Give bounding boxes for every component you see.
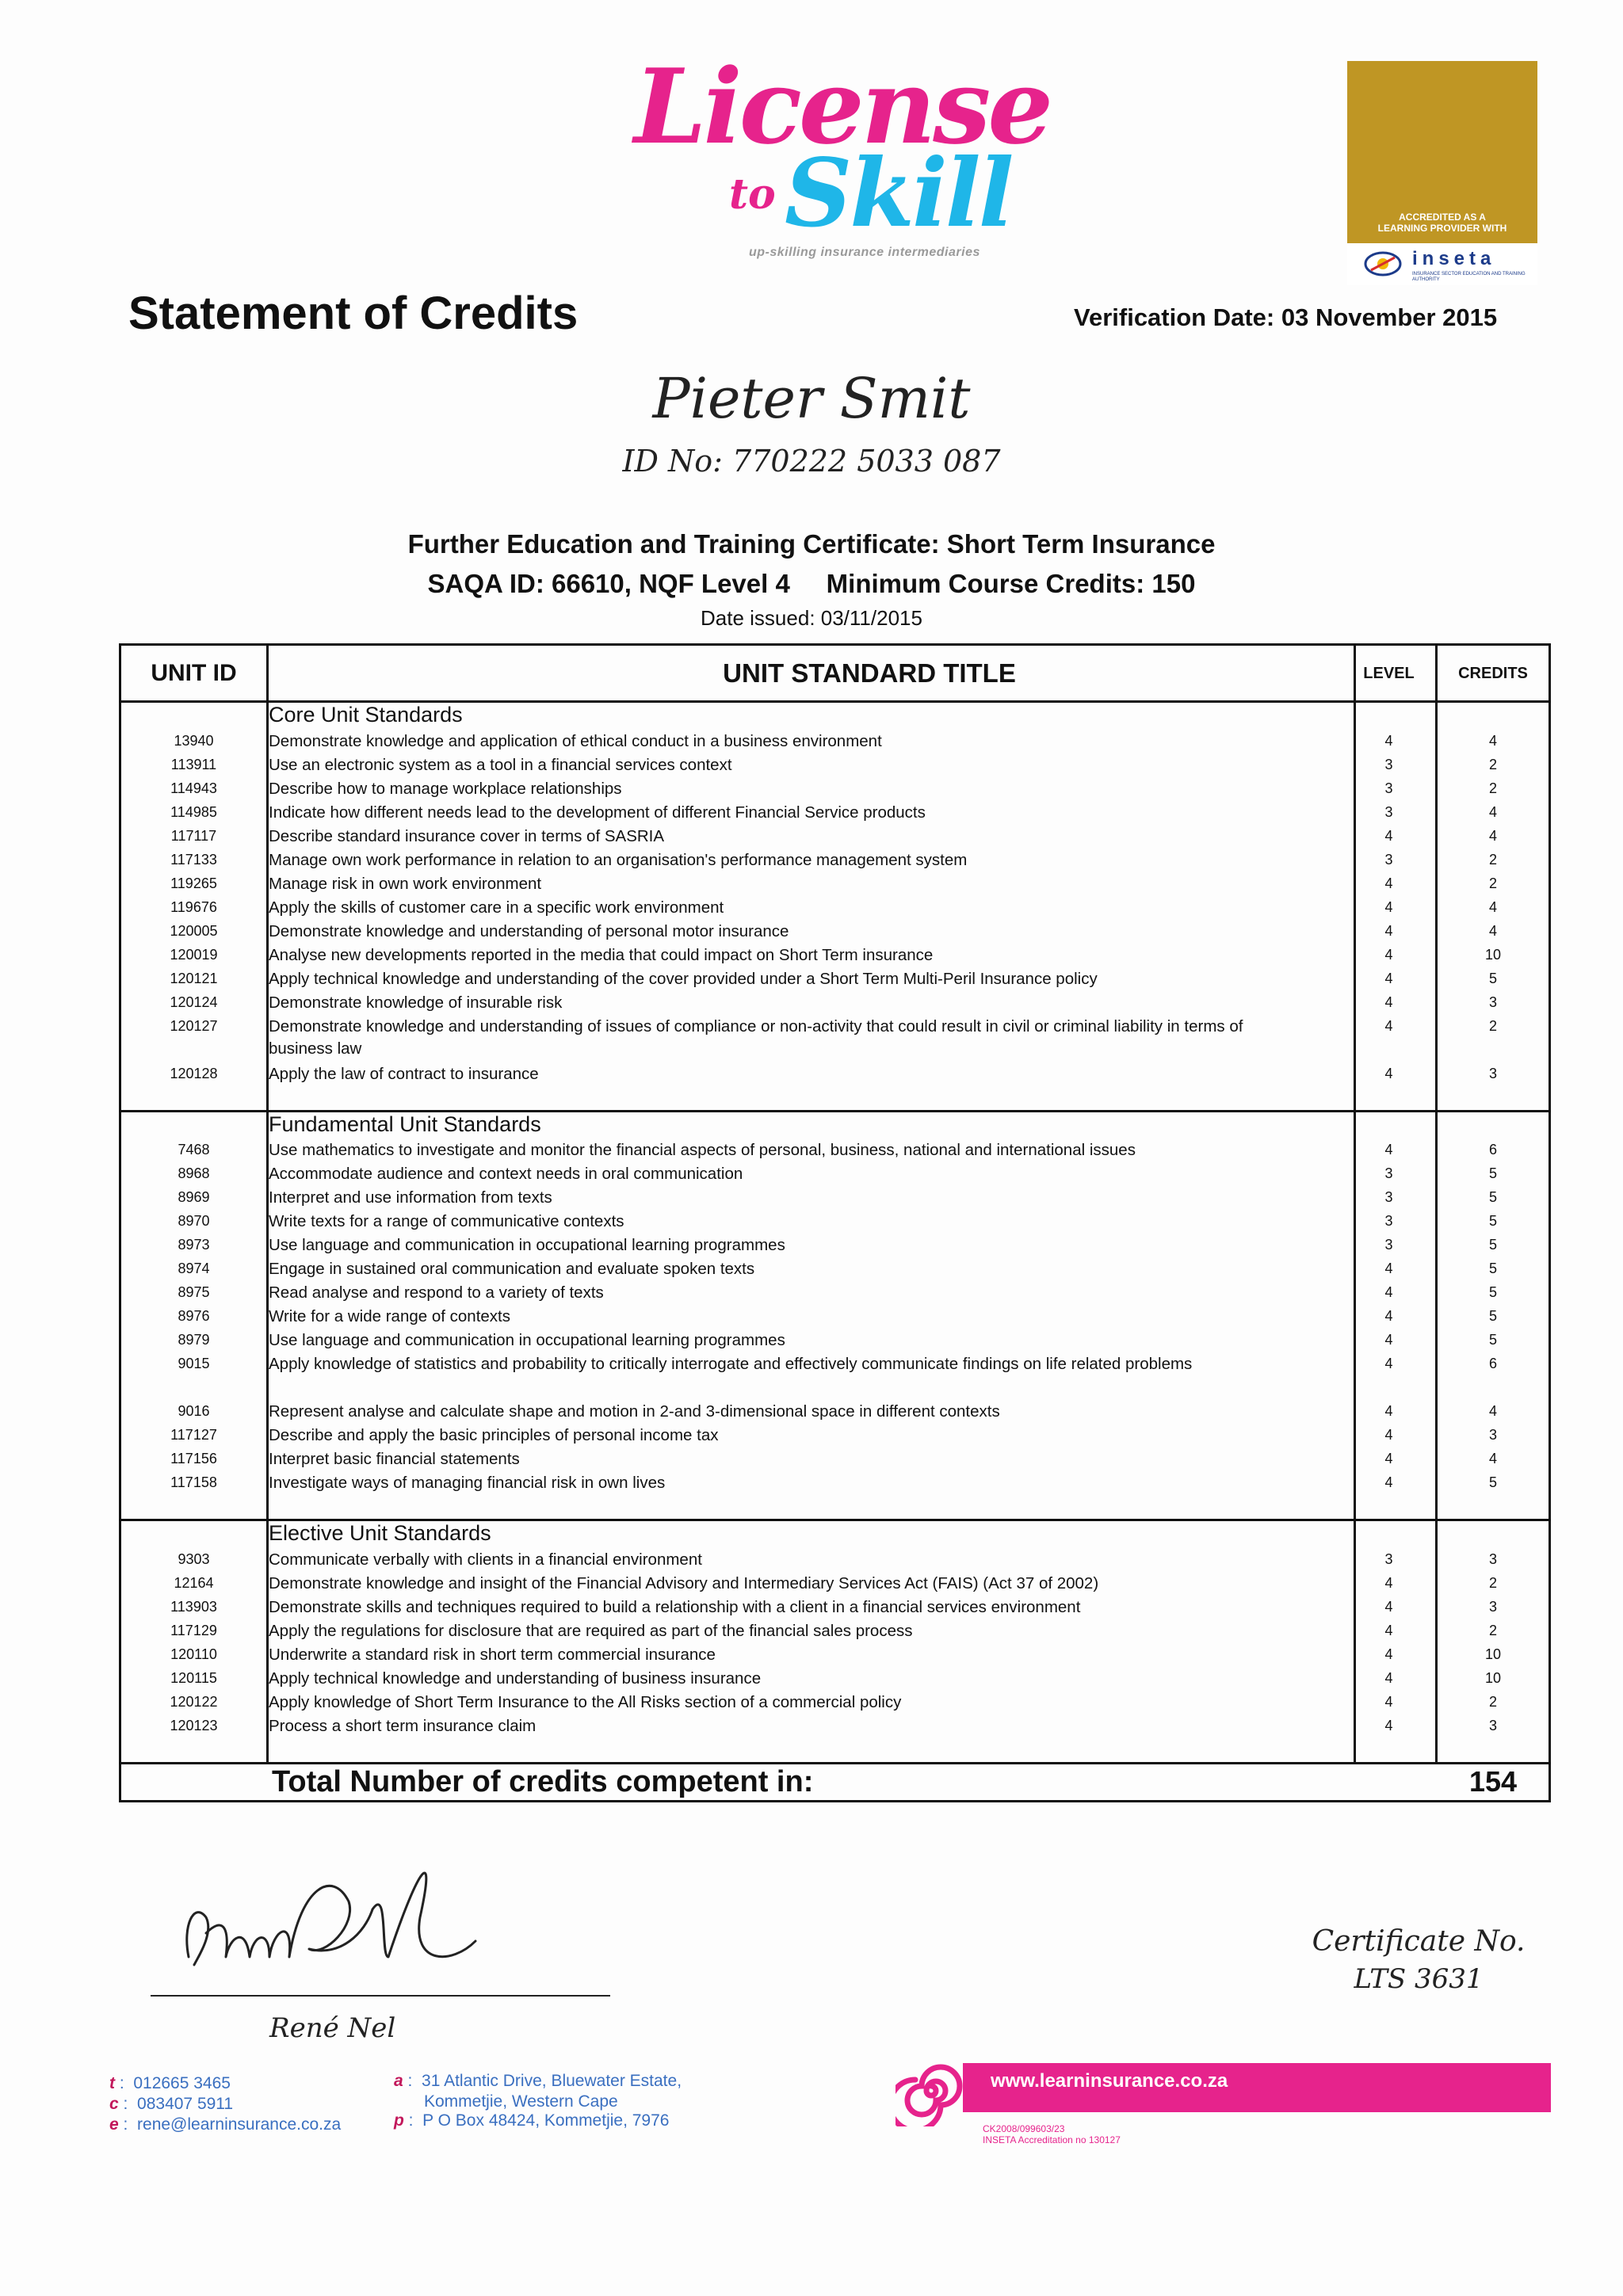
unit-title: Use an electronic system as a tool in a financial services context — [269, 756, 732, 774]
unit-title-continued: business law — [269, 1039, 362, 1058]
unit-id: 120127 — [170, 1018, 218, 1034]
unit-level: 3 — [1384, 1237, 1393, 1253]
unit-id: 120122 — [170, 1694, 218, 1710]
logo-tagline: up-skilling insurance intermediaries — [749, 246, 980, 259]
contact-email: e : rene@learninsurance.co.za — [109, 2115, 342, 2134]
total-credits-value: 154 — [1468, 1765, 1518, 1798]
unit-id: 113903 — [170, 1599, 217, 1615]
total-credits-label: Total Number of credits competent in: — [272, 1765, 814, 1798]
unit-credits: 5 — [1488, 1308, 1497, 1324]
logo-license-text: License — [634, 46, 1051, 167]
unit-title: Apply the regulations for disclosure that are required as part of the financial sales process — [269, 1622, 913, 1640]
address-line1: 31 Atlantic Drive, Bluewater Estate, — [422, 2072, 682, 2090]
unit-credits: 2 — [1488, 780, 1497, 796]
unit-level: 4 — [1384, 828, 1393, 844]
unit-level: 4 — [1384, 1018, 1393, 1034]
unit-title: Manage own work performance in relation to an organisation's performance management system — [269, 851, 968, 869]
unit-level: 3 — [1384, 1165, 1393, 1181]
unit-id: 8973 — [178, 1237, 210, 1253]
unit-level: 4 — [1384, 1599, 1393, 1615]
unit-level: 3 — [1384, 757, 1393, 772]
verification-date: Verification Date: 03 November 2015 — [1074, 303, 1498, 331]
website-link[interactable]: www.learninsurance.co.za — [991, 2070, 1228, 2092]
unit-level: 4 — [1384, 899, 1393, 915]
unit-title: Underwrite a standard risk in short term commercial insurance — [269, 1646, 716, 1664]
unit-title: Manage risk in own work environment — [269, 875, 542, 893]
unit-id: 7468 — [178, 1142, 210, 1158]
unit-credits: 4 — [1488, 733, 1497, 749]
unit-title: Represent analyse and calculate shape and motion in 2-and 3-dimensional space in different contexts — [269, 1402, 1000, 1421]
unit-level: 3 — [1384, 1213, 1393, 1229]
unit-level: 4 — [1384, 1261, 1393, 1276]
unit-credits: 5 — [1488, 1213, 1497, 1229]
postal-value: P O Box 48424, Kommetjie, 7976 — [422, 2111, 670, 2130]
unit-title: Use mathematics to investigate and monitor the financial aspects of personal, business, national and international issues — [269, 1141, 1136, 1159]
unit-level: 4 — [1384, 947, 1393, 963]
unit-level: 3 — [1384, 804, 1393, 820]
unit-credits: 2 — [1488, 757, 1497, 772]
unit-id: 117133 — [170, 852, 217, 868]
unit-title: Describe how to manage workplace relationships — [269, 780, 622, 798]
unit-level: 4 — [1384, 1066, 1393, 1081]
unit-title: Write for a wide range of contexts — [269, 1307, 510, 1325]
unit-credits: 4 — [1488, 828, 1497, 844]
unit-level: 4 — [1384, 1670, 1393, 1686]
logo-to-text: to — [729, 170, 776, 219]
unit-level: 4 — [1384, 733, 1393, 749]
unit-id: 8976 — [178, 1308, 210, 1324]
unit-level: 4 — [1384, 1474, 1393, 1490]
unit-title: Use language and communication in occupational learning programmes — [269, 1331, 785, 1349]
unit-level: 4 — [1384, 971, 1393, 986]
unit-level: 4 — [1384, 923, 1393, 939]
unit-title: Demonstrate knowledge of insurable risk — [269, 994, 563, 1012]
unit-credits: 2 — [1488, 1018, 1497, 1034]
holder-id-number: ID No: 770222 5033 087 — [622, 444, 1001, 479]
date-issued: Date issued: 03/11/2015 — [701, 606, 922, 630]
unit-title: Engage in sustained oral communication and evaluate spoken texts — [269, 1260, 755, 1278]
company-registration: CK2008/099603/23 — [983, 2123, 1065, 2134]
contact-postal: p : P O Box 48424, Kommetjie, 7976 — [394, 2111, 670, 2130]
unit-credits: 4 — [1488, 1403, 1497, 1419]
unit-level: 4 — [1384, 1694, 1393, 1710]
unit-id: 8974 — [178, 1261, 210, 1276]
unit-title: Read analyse and respond to a variety of texts — [269, 1283, 604, 1302]
cell-key: c — [109, 2095, 119, 2113]
unit-level: 4 — [1384, 875, 1393, 891]
unit-title: Use language and communication in occupational learning programmes — [269, 1236, 785, 1254]
unit-credits: 5 — [1488, 1261, 1497, 1276]
unit-id: 120110 — [170, 1646, 217, 1662]
certificate-label: Certificate No. — [1312, 1925, 1526, 1958]
unit-title: Demonstrate skills and techniques required to build a relationship with a client in a financial services environment — [269, 1598, 1081, 1616]
unit-id: 9015 — [178, 1356, 210, 1371]
unit-credits: 4 — [1488, 899, 1497, 915]
unit-id: 8969 — [178, 1189, 210, 1205]
contact-cell: c : 083407 5911 — [109, 2095, 234, 2113]
unit-id: 120019 — [170, 947, 218, 963]
qualification-title: Further Education and Training Certificate: Short Term Insurance — [407, 529, 1216, 559]
unit-credits: 6 — [1488, 1356, 1497, 1371]
unit-title: Analyse new developments reported in the media that could impact on Short Term insurance — [269, 946, 934, 964]
unit-credits: 5 — [1488, 971, 1497, 986]
unit-id: 9016 — [178, 1403, 210, 1419]
unit-title: Describe and apply the basic principles of personal income tax — [269, 1426, 719, 1444]
unit-credits: 5 — [1488, 1284, 1497, 1300]
unit-credits: 2 — [1488, 852, 1497, 868]
unit-credits: 5 — [1488, 1165, 1497, 1181]
unit-credits: 2 — [1488, 875, 1497, 891]
unit-credits: 2 — [1488, 1575, 1497, 1591]
contact-address: a : 31 Atlantic Drive, Bluewater Estate, — [394, 2072, 682, 2090]
unit-level: 4 — [1384, 1284, 1393, 1300]
unit-title: Write texts for a range of communicative contexts — [269, 1212, 624, 1230]
unit-credits: 4 — [1488, 923, 1497, 939]
section-title-elective: Elective Unit Standards — [269, 1521, 491, 1545]
unit-id: 114985 — [170, 804, 217, 820]
unit-id: 117127 — [170, 1427, 217, 1443]
unit-id: 120121 — [170, 971, 218, 986]
certificate-number: LTS 3631 — [1354, 1963, 1484, 1995]
license-to-skill-logo — [626, 46, 1051, 269]
unit-title: Demonstrate knowledge and insight of the Financial Advisory and Intermediary Services Act (FAIS) (Act 37 of 2002) — [269, 1574, 1099, 1592]
unit-level: 4 — [1384, 1623, 1393, 1638]
signature-line — [151, 1995, 610, 1997]
unit-id: 117117 — [170, 828, 217, 844]
unit-level: 4 — [1384, 1451, 1393, 1466]
unit-credits: 3 — [1488, 1718, 1497, 1733]
holder-name: Pieter Smit — [652, 366, 971, 431]
unit-id: 119676 — [170, 899, 217, 915]
document-title: Statement of Credits — [128, 288, 579, 339]
inseta-subtitle: INSURANCE SECTOR EDUCATION AND TRAINING AUTHORITY — [1412, 272, 1526, 282]
unit-id: 8975 — [178, 1284, 210, 1300]
qualification-saqa: SAQA ID: 66610, NQF Level 4 Minimum Course Credits: 150 — [427, 569, 1196, 598]
email-key: e — [109, 2115, 119, 2134]
unit-level: 4 — [1384, 1403, 1393, 1419]
unit-level: 4 — [1384, 1142, 1393, 1158]
unit-title: Demonstrate knowledge and understanding of personal motor insurance — [269, 922, 789, 940]
unit-id: 117158 — [170, 1474, 217, 1490]
unit-credits: 2 — [1488, 1623, 1497, 1638]
unit-title: Apply the law of contract to insurance — [269, 1065, 539, 1083]
unit-credits: 10 — [1484, 947, 1502, 963]
inseta-accredited-line1: ACCREDITED AS A — [1399, 212, 1486, 223]
unit-credits: 3 — [1488, 1599, 1497, 1615]
unit-credits: 4 — [1488, 804, 1497, 820]
unit-credits: 6 — [1488, 1142, 1497, 1158]
unit-level: 3 — [1384, 1189, 1393, 1205]
unit-title: Indicate how different needs lead to the development of different Financial Service products — [269, 803, 926, 822]
email-value: rene@learninsurance.co.za — [137, 2115, 342, 2134]
unit-level: 4 — [1384, 1646, 1393, 1662]
unit-title: Process a short term insurance claim — [269, 1717, 537, 1735]
unit-credits: 5 — [1488, 1474, 1497, 1490]
unit-id: 120123 — [170, 1718, 218, 1733]
unit-id: 13940 — [174, 733, 214, 749]
unit-credits: 3 — [1488, 1427, 1497, 1443]
unit-title: Investigate ways of managing financial risk in own lives — [269, 1474, 666, 1492]
phone-key: t — [109, 2074, 115, 2092]
unit-title: Apply knowledge of statistics and probability to critically interrogate and effectively communicate findings on life related problems — [269, 1355, 1193, 1373]
unit-level: 3 — [1384, 852, 1393, 868]
unit-credits: 5 — [1488, 1332, 1497, 1348]
section-title-fundamental: Fundamental Unit Standards — [269, 1112, 541, 1136]
unit-level: 4 — [1384, 1332, 1393, 1348]
contact-phone: t : 012665 3465 — [109, 2074, 231, 2092]
unit-level: 3 — [1384, 1551, 1393, 1567]
unit-id: 8970 — [178, 1213, 210, 1229]
unit-id: 113911 — [170, 757, 217, 772]
inseta-mark-icon — [1363, 248, 1403, 280]
logo-skill-text: Skill — [785, 138, 1012, 248]
unit-title: Accommodate audience and context needs in oral communication — [269, 1165, 743, 1183]
unit-id: 120005 — [170, 923, 218, 939]
unit-level: 4 — [1384, 994, 1393, 1010]
unit-title: Communicate verbally with clients in a financial environment — [269, 1550, 702, 1569]
inseta-accredited-line2: LEARNING PROVIDER WITH — [1377, 223, 1507, 234]
unit-id: 114943 — [170, 780, 217, 796]
unit-id: 120115 — [170, 1670, 217, 1686]
unit-credits: 3 — [1488, 994, 1497, 1010]
unit-level: 3 — [1384, 780, 1393, 796]
unit-credits: 4 — [1488, 1451, 1497, 1466]
unit-level: 4 — [1384, 1308, 1393, 1324]
swirl-logo-icon — [896, 2055, 967, 2126]
inseta-accreditation-number: INSETA Accreditation no 130127 — [983, 2134, 1121, 2145]
header-level: LEVEL — [1363, 664, 1415, 682]
inseta-name: inseta — [1412, 248, 1496, 269]
unit-title: Apply technical knowledge and understanding of the cover provided under a Short Term Multi-Peril Insurance policy — [269, 970, 1098, 988]
cell-value: 083407 5911 — [137, 2095, 234, 2113]
total-divider — [121, 1762, 1549, 1764]
unit-id: 117156 — [170, 1451, 217, 1466]
unit-credits: 3 — [1488, 1066, 1497, 1081]
inseta-accreditation-badge — [1347, 61, 1537, 285]
unit-id: 120128 — [170, 1066, 218, 1081]
unit-title: Interpret basic financial statements — [269, 1450, 520, 1468]
unit-id: 117129 — [170, 1623, 217, 1638]
unit-id: 8979 — [178, 1332, 210, 1348]
unit-level: 4 — [1384, 1427, 1393, 1443]
unit-title: Apply knowledge of Short Term Insurance to the All Risks section of a commercial policy — [269, 1693, 902, 1711]
unit-credits: 5 — [1488, 1189, 1497, 1205]
unit-credits: 10 — [1484, 1670, 1502, 1686]
unit-credits: 5 — [1488, 1237, 1497, 1253]
unit-id: 120124 — [170, 994, 218, 1010]
phone-value: 012665 3465 — [133, 2074, 231, 2092]
credits-table — [119, 643, 1551, 1802]
unit-title: Demonstrate knowledge and understanding of issues of compliance or non-activity that could result in civil or criminal liability in terms of — [269, 1017, 1243, 1035]
unit-level: 4 — [1384, 1718, 1393, 1733]
unit-title: Apply the skills of customer care in a specific work environment — [269, 898, 724, 917]
contact-address-line2: Kommetjie, Western Cape — [424, 2092, 618, 2111]
unit-id: 9303 — [178, 1551, 210, 1567]
address-key: a — [394, 2072, 403, 2090]
signatory-name: René Nel — [269, 2012, 396, 2044]
unit-title: Interpret and use information from texts — [269, 1188, 552, 1207]
unit-title: Demonstrate knowledge and application of ethical conduct in a business environment — [269, 732, 882, 750]
unit-level: 4 — [1384, 1575, 1393, 1591]
postal-key: p — [394, 2111, 404, 2130]
header-title: UNIT STANDARD TITLE — [723, 658, 1016, 688]
unit-credits: 2 — [1488, 1694, 1497, 1710]
unit-title: Apply technical knowledge and understanding of business insurance — [269, 1669, 762, 1688]
header-unit-id: UNIT ID — [151, 660, 237, 686]
unit-id: 12164 — [174, 1575, 214, 1591]
unit-id: 119265 — [170, 875, 217, 891]
header-credits: CREDITS — [1458, 664, 1528, 682]
unit-id: 8968 — [178, 1165, 210, 1181]
handwritten-signature — [151, 1838, 626, 2004]
section-title-core: Core Unit Standards — [269, 703, 463, 727]
unit-title: Describe standard insurance cover in terms of SASRIA — [269, 827, 665, 845]
inseta-accredited-text — [1347, 212, 1537, 234]
unit-credits: 10 — [1484, 1646, 1502, 1662]
unit-credits: 3 — [1488, 1551, 1497, 1567]
unit-level: 4 — [1384, 1356, 1393, 1371]
